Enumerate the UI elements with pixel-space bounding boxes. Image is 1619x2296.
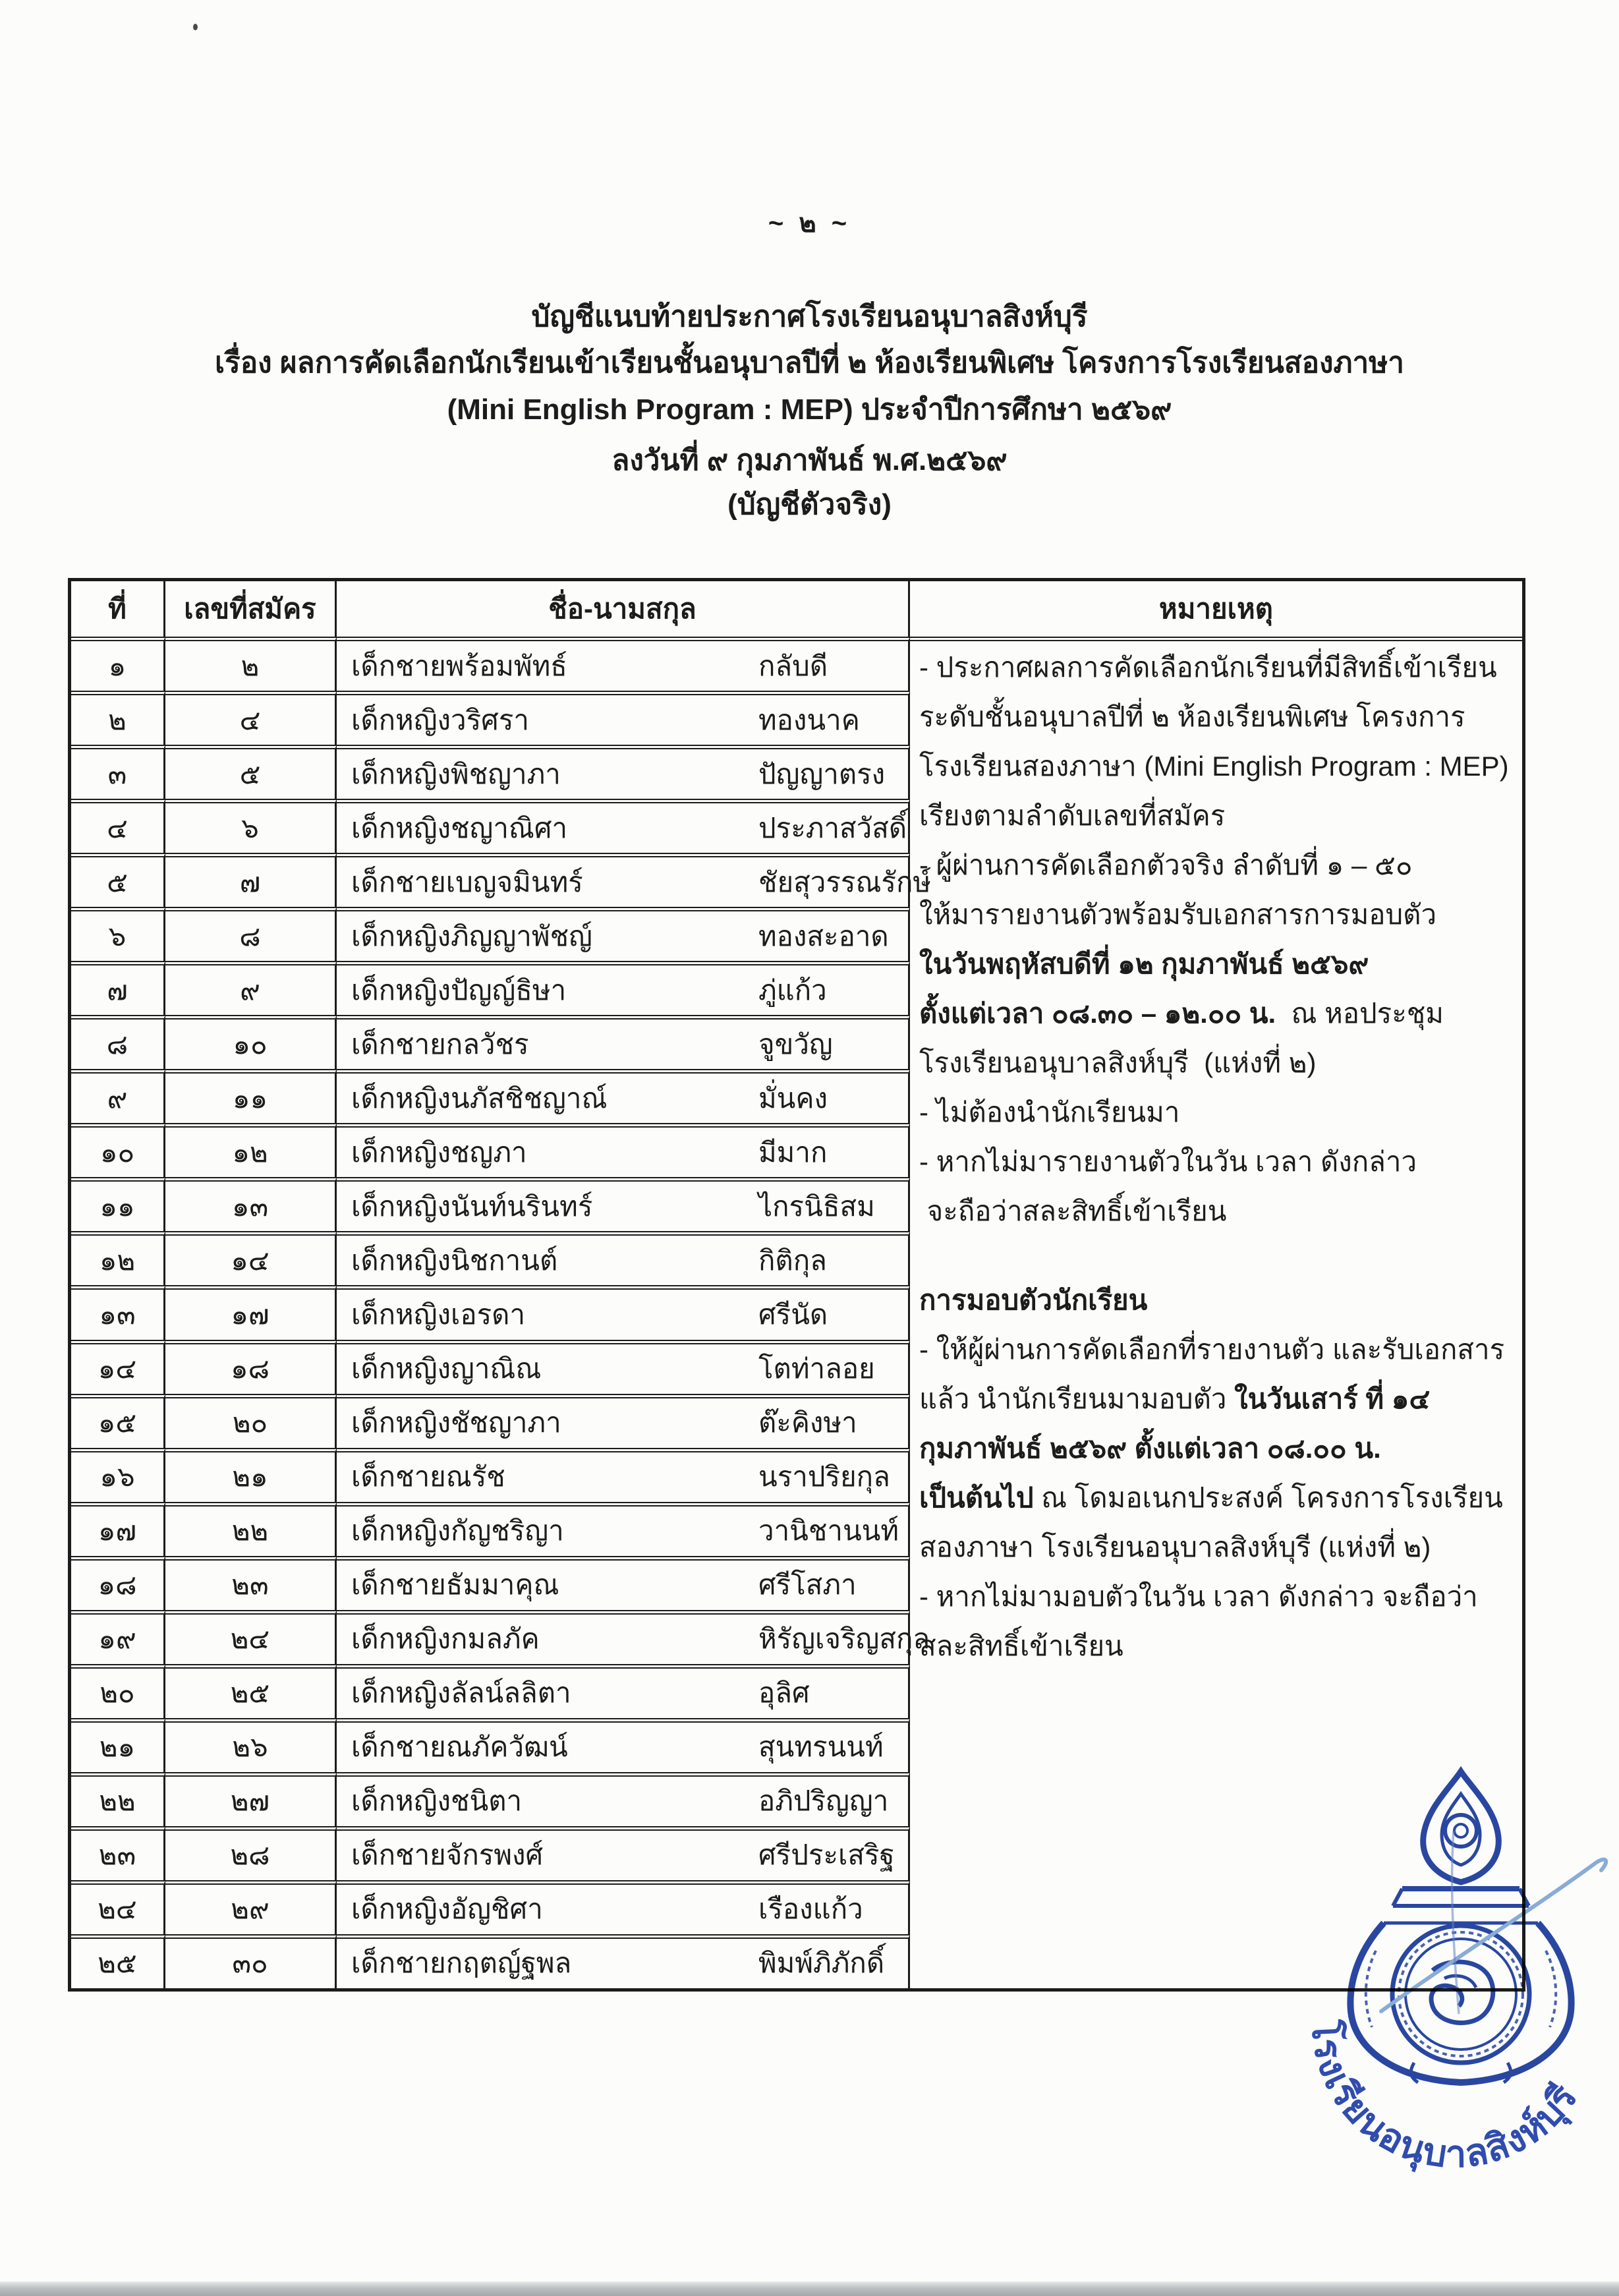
remarks-segment: โรงเรียนสองภาษา (Mini English Program : MEP): [919, 751, 1509, 782]
row-reg-no: ๑๓: [165, 1177, 337, 1231]
row-reg-no: ๒๐: [165, 1394, 337, 1448]
remarks-line: [919, 692, 1516, 741]
row-name: [337, 1718, 910, 1772]
row-reg-no: ๗: [165, 853, 337, 907]
row-reg-no: ๕: [165, 745, 337, 799]
row-name: [337, 961, 910, 1015]
row-name: [337, 1448, 910, 1502]
row-reg-no: ๒๔: [165, 1610, 337, 1664]
student-last-name: ต๊ะคิงษา: [758, 1407, 857, 1439]
student-last-name: มีมาก: [758, 1136, 828, 1168]
row-reg-no: ๒๘: [165, 1826, 337, 1880]
remarks-line: [919, 1522, 1516, 1572]
remarks-segment-bold: กุมภาพันธ์ ๒๕๖๙ ตั้งแต่เวลา ๐๘.๐๐ น.: [919, 1433, 1381, 1464]
column-header-name: ชื่อ-นามสกุล: [337, 581, 910, 637]
student-first-name: เด็กชายพร้อมพัทธ์: [351, 650, 567, 681]
row-no: ๗: [71, 961, 165, 1015]
remarks-line: [919, 1186, 1516, 1236]
remarks-segment: - ไม่ต้องนำนักเรียนมา: [919, 1097, 1180, 1128]
student-first-name: เด็กชายเบญจมินทร์: [351, 866, 583, 898]
row-name: [337, 799, 910, 853]
row-name: [337, 1502, 910, 1556]
remarks-segment: ระดับชั้นอนุบาลปีที่ ๒ ห้องเรียนพิเศษ โครงการ: [919, 701, 1465, 732]
student-first-name: เด็กหญิงกมลภัค: [351, 1623, 540, 1655]
column-header-remarks: หมายเหตุ: [1159, 593, 1273, 624]
remarks-segment: - หากไม่มามอบตัวในวัน เวลา ดังกล่าว จะถือว่า: [919, 1581, 1478, 1612]
remarks-segment: เรียงตามลำดับเลขที่สมัคร: [919, 800, 1226, 831]
doc-title-line-2: เรื่อง ผลการคัดเลือกนักเรียนเข้าเรียนชั้นอนุบาลปีที่ ๒ ห้องเรียนพิเศษ โครงการโรงเรียนสองภาษา: [215, 347, 1404, 379]
student-first-name: เด็กหญิงชญาณิศา: [351, 812, 568, 844]
row-name: [337, 1123, 910, 1177]
row-reg-no: ๒๒: [165, 1502, 337, 1556]
remarks-line: [919, 1621, 1516, 1671]
student-last-name: พิมพ์ภิภักดิ์: [758, 1947, 885, 1979]
row-reg-no: ๒๕: [165, 1664, 337, 1718]
student-last-name: ชัยสุวรรณรักษ์: [758, 866, 932, 898]
column-header-no: ที่: [71, 581, 165, 637]
student-first-name: เด็กหญิงกัญชริญา: [351, 1515, 564, 1547]
row-name: [337, 1177, 910, 1231]
remarks-line: [919, 1275, 1516, 1325]
remarks-segment: สองภาษา โรงเรียนอนุบาลสิงห์บุรี (แห่งที่ ๒): [919, 1532, 1431, 1563]
row-reg-no: ๒๖: [165, 1718, 337, 1772]
student-first-name: เด็กชายณรัช: [351, 1461, 505, 1493]
row-no: ๒๕: [71, 1934, 165, 1988]
student-last-name: ศรีนัด: [758, 1298, 828, 1330]
row-name: [337, 853, 932, 907]
remarks-segment: - หากไม่มารายงานตัวในวัน เวลา ดังกล่าว: [919, 1146, 1417, 1177]
row-no: ๔: [71, 799, 165, 853]
row-reg-no: ๓๐: [165, 1934, 337, 1988]
row-no: ๑๒: [71, 1231, 165, 1285]
student-last-name: ภู่แก้ว: [758, 974, 827, 1006]
remarks-segment: ให้มารายงานตัวพร้อมรับเอกสารการมอบตัว: [919, 899, 1437, 930]
student-last-name: มั่นคง: [758, 1082, 828, 1114]
row-name: [337, 1610, 930, 1664]
row-reg-no: ๑๘: [165, 1340, 337, 1394]
student-last-name: โตท่าลอย: [758, 1353, 875, 1385]
row-name: [337, 1069, 910, 1123]
row-reg-no: ๑๒: [165, 1123, 337, 1177]
student-first-name: เด็กหญิงชญภา: [351, 1136, 527, 1168]
row-name: [337, 1880, 910, 1934]
remarks-line: [919, 1374, 1516, 1423]
row-reg-no: ๑๐: [165, 1015, 337, 1069]
student-last-name: กิติกุล: [758, 1244, 827, 1276]
row-no: ๑๗: [71, 1502, 165, 1556]
remarks-line: [919, 840, 1516, 890]
student-first-name: เด็กชายธัมมาคุณ: [351, 1569, 559, 1601]
remarks-line: [919, 791, 1516, 840]
row-no: ๑: [71, 637, 165, 691]
student-first-name: เด็กชายณภัควัฒน์: [351, 1731, 568, 1763]
row-name: [337, 907, 910, 961]
row-reg-no: ๑๗: [165, 1285, 337, 1339]
student-last-name: จูขวัญ: [758, 1028, 833, 1060]
row-reg-no: ๘: [165, 907, 337, 961]
row-no: ๕: [71, 853, 165, 907]
row-no: ๘: [71, 1015, 165, 1069]
student-last-name: กลับดี: [758, 650, 828, 681]
student-first-name: เด็กหญิงนภัสชิชญาณ์: [351, 1082, 608, 1114]
remarks-line: [919, 643, 1516, 692]
row-no: ๒: [71, 691, 165, 745]
row-no: ๑๘: [71, 1556, 165, 1610]
student-first-name: เด็กหญิงอัญชิศา: [351, 1893, 543, 1925]
student-last-name: วานิชานนท์: [758, 1515, 899, 1547]
seal-emblem: [1350, 1771, 1571, 2082]
row-reg-no: ๒๓: [165, 1556, 337, 1610]
student-first-name: เด็กหญิงชนิตา: [351, 1785, 523, 1817]
remarks-line: [919, 1325, 1516, 1374]
remarks-segment-bold: ในวันพฤหัสบดีที่ ๑๒ กุมภาพันธ์ ๒๕๖๙: [919, 948, 1369, 979]
row-no: ๑๐: [71, 1123, 165, 1177]
remarks-line: [919, 741, 1516, 791]
row-name: [337, 637, 910, 691]
row-reg-no: ๒๙: [165, 1880, 337, 1934]
row-reg-no: ๒๗: [165, 1772, 337, 1826]
student-last-name: ศรีโสภา: [758, 1569, 857, 1601]
student-first-name: เด็กหญิงนิชกานต์: [351, 1244, 558, 1276]
student-last-name: หิรัญเจริญสกุล: [758, 1623, 930, 1655]
student-first-name: เด็กหญิงพิชญาภา: [351, 758, 561, 789]
row-name: [337, 745, 910, 799]
school-seal-stamp: [1303, 1753, 1618, 2188]
doc-title-line-4: ลงวันที่ ๙ กุมภาพันธ์ พ.ศ.๒๕๖๙: [611, 444, 1008, 476]
remarks-line: [919, 1087, 1516, 1137]
student-last-name: อภิปริญญา: [758, 1785, 889, 1817]
student-last-name: เรืองแก้ว: [758, 1893, 863, 1925]
row-reg-no: ๔: [165, 691, 337, 745]
student-first-name: เด็กหญิงนันท์นรินทร์: [351, 1190, 593, 1222]
row-name: [337, 1231, 910, 1285]
row-name: [337, 1015, 910, 1069]
student-first-name: เด็กหญิงชัชญาภา: [351, 1407, 561, 1439]
doc-title-line-1: บัญชีแนบท้ายประกาศโรงเรียนอนุบาลสิงห์บุรี: [531, 301, 1088, 333]
student-last-name: อุลิศ: [758, 1677, 810, 1709]
student-last-name: ประภาสวัสดิ์: [758, 812, 907, 844]
row-name: [337, 1556, 910, 1610]
row-name: [337, 1285, 910, 1339]
student-last-name: นราปริยกุล: [758, 1461, 890, 1493]
remarks-segment: - ให้ผู้ผ่านการคัดเลือกที่รายงานตัว และรับเอกสาร: [919, 1334, 1505, 1365]
row-reg-no: ๑๑: [165, 1069, 337, 1123]
student-first-name: เด็กชายกฤตญ์ฐพล: [351, 1947, 572, 1979]
remarks-segment-bold: ในวันเสาร์ ที่ ๑๔: [1234, 1383, 1431, 1414]
remarks-segment-bold: เป็นต้นไป: [919, 1482, 1034, 1513]
remarks-line: [919, 939, 1516, 989]
remarks-segment: โรงเรียนอนุบาลสิงห์บุรี (แห่งที่ ๒): [919, 1047, 1317, 1078]
seal-arc-text: โรงเรียนอนุบาลสิงห์บุรี: [1303, 2019, 1586, 2176]
remarks-gap: [919, 1236, 1516, 1275]
row-no: ๑๔: [71, 1340, 165, 1394]
remarks-line: [919, 1572, 1516, 1621]
student-first-name: เด็กชายกลวัชร: [351, 1028, 529, 1060]
row-reg-no: ๖: [165, 799, 337, 853]
student-last-name: ทองนาค: [758, 704, 860, 735]
remarks-segment: จะถือว่าสละสิทธิ์เข้าเรียน: [919, 1195, 1227, 1226]
row-name: [337, 691, 910, 745]
row-no: ๙: [71, 1069, 165, 1123]
student-first-name: เด็กหญิงญาณิณ: [351, 1353, 542, 1385]
row-no: ๖: [71, 907, 165, 961]
row-no: ๒๒: [71, 1772, 165, 1826]
row-no: ๑๙: [71, 1610, 165, 1664]
remarks-line: [919, 1473, 1516, 1522]
student-last-name: สุนทรนนท์: [758, 1731, 884, 1763]
row-name: [337, 1934, 910, 1988]
row-reg-no: ๒: [165, 637, 337, 691]
ink-dot-artifact: [193, 24, 198, 30]
student-last-name: ไกรนิธิสม: [758, 1190, 875, 1222]
remarks-segment-bold: ตั้งแต่เวลา ๐๘.๓๐ – ๑๒.๐๐ น.: [919, 998, 1276, 1029]
remarks-segment-bold: การมอบตัวนักเรียน: [919, 1284, 1148, 1315]
row-no: ๒๐: [71, 1664, 165, 1718]
row-no: ๓: [71, 745, 165, 799]
column-header-reg-no: เลขที่สมัคร: [165, 581, 337, 637]
student-last-name: ปัญญาตรง: [758, 758, 886, 789]
remarks-line: [919, 890, 1516, 939]
remarks-segment: ณ หอประชุม: [1276, 998, 1444, 1029]
student-first-name: เด็กหญิงวริศรา: [351, 704, 529, 735]
remarks-segment: ณ โดมอเนกประสงค์ โครงการโรงเรียน: [1033, 1482, 1503, 1513]
scan-edge-artifact: [0, 2282, 1619, 2296]
student-last-name: ศรีประเสริฐ: [758, 1839, 895, 1871]
student-first-name: เด็กหญิงเอรดา: [351, 1298, 526, 1330]
remarks-line: [919, 1137, 1516, 1186]
remarks-line: [919, 1038, 1516, 1087]
row-no: ๑๕: [71, 1394, 165, 1448]
row-name: [337, 1394, 910, 1448]
row-name: [337, 1826, 910, 1880]
row-no: ๑๖: [71, 1448, 165, 1502]
row-no: ๑๓: [71, 1285, 165, 1339]
remarks-segment: แล้ว นำนักเรียนมามอบตัว: [919, 1383, 1235, 1414]
remarks-line: [919, 1423, 1516, 1473]
doc-title-line-5: (บัญชีตัวจริง): [727, 488, 892, 521]
row-no: ๒๔: [71, 1880, 165, 1934]
page-number: ~ ๒ ~: [768, 209, 851, 238]
row-reg-no: ๒๑: [165, 1448, 337, 1502]
row-name: [337, 1772, 910, 1826]
remarks-segment: - ประกาศผลการคัดเลือกนักเรียนที่มีสิทธิ์เข้าเรียน: [919, 652, 1497, 683]
row-name: [337, 1340, 910, 1394]
row-no: ๒๓: [71, 1826, 165, 1880]
remarks-segment: สละสิทธิ์เข้าเรียน: [919, 1630, 1123, 1661]
remarks-line: [919, 989, 1516, 1038]
student-first-name: เด็กหญิงปัญญ์ธิษา: [351, 974, 567, 1006]
student-first-name: เด็กชายจักรพงศ์: [351, 1839, 544, 1871]
student-first-name: เด็กหญิงลัลน์ลลิตา: [351, 1677, 571, 1709]
doc-title-line-3: (Mini English Program : MEP) ประจำปีการศึกษา ๒๕๖๙: [447, 393, 1172, 426]
student-first-name: เด็กหญิงภิญญาพัชญ์: [351, 920, 592, 952]
remarks-segment: - ผู้ผ่านการคัดเลือกตัวจริง ลำดับที่ ๑ – ๕๐: [919, 849, 1413, 880]
row-reg-no: ๑๔: [165, 1231, 337, 1285]
row-no: ๑๑: [71, 1177, 165, 1231]
row-no: ๒๑: [71, 1718, 165, 1772]
row-reg-no: ๙: [165, 961, 337, 1015]
student-last-name: ทองสะอาด: [758, 920, 889, 952]
row-name: [337, 1664, 910, 1718]
